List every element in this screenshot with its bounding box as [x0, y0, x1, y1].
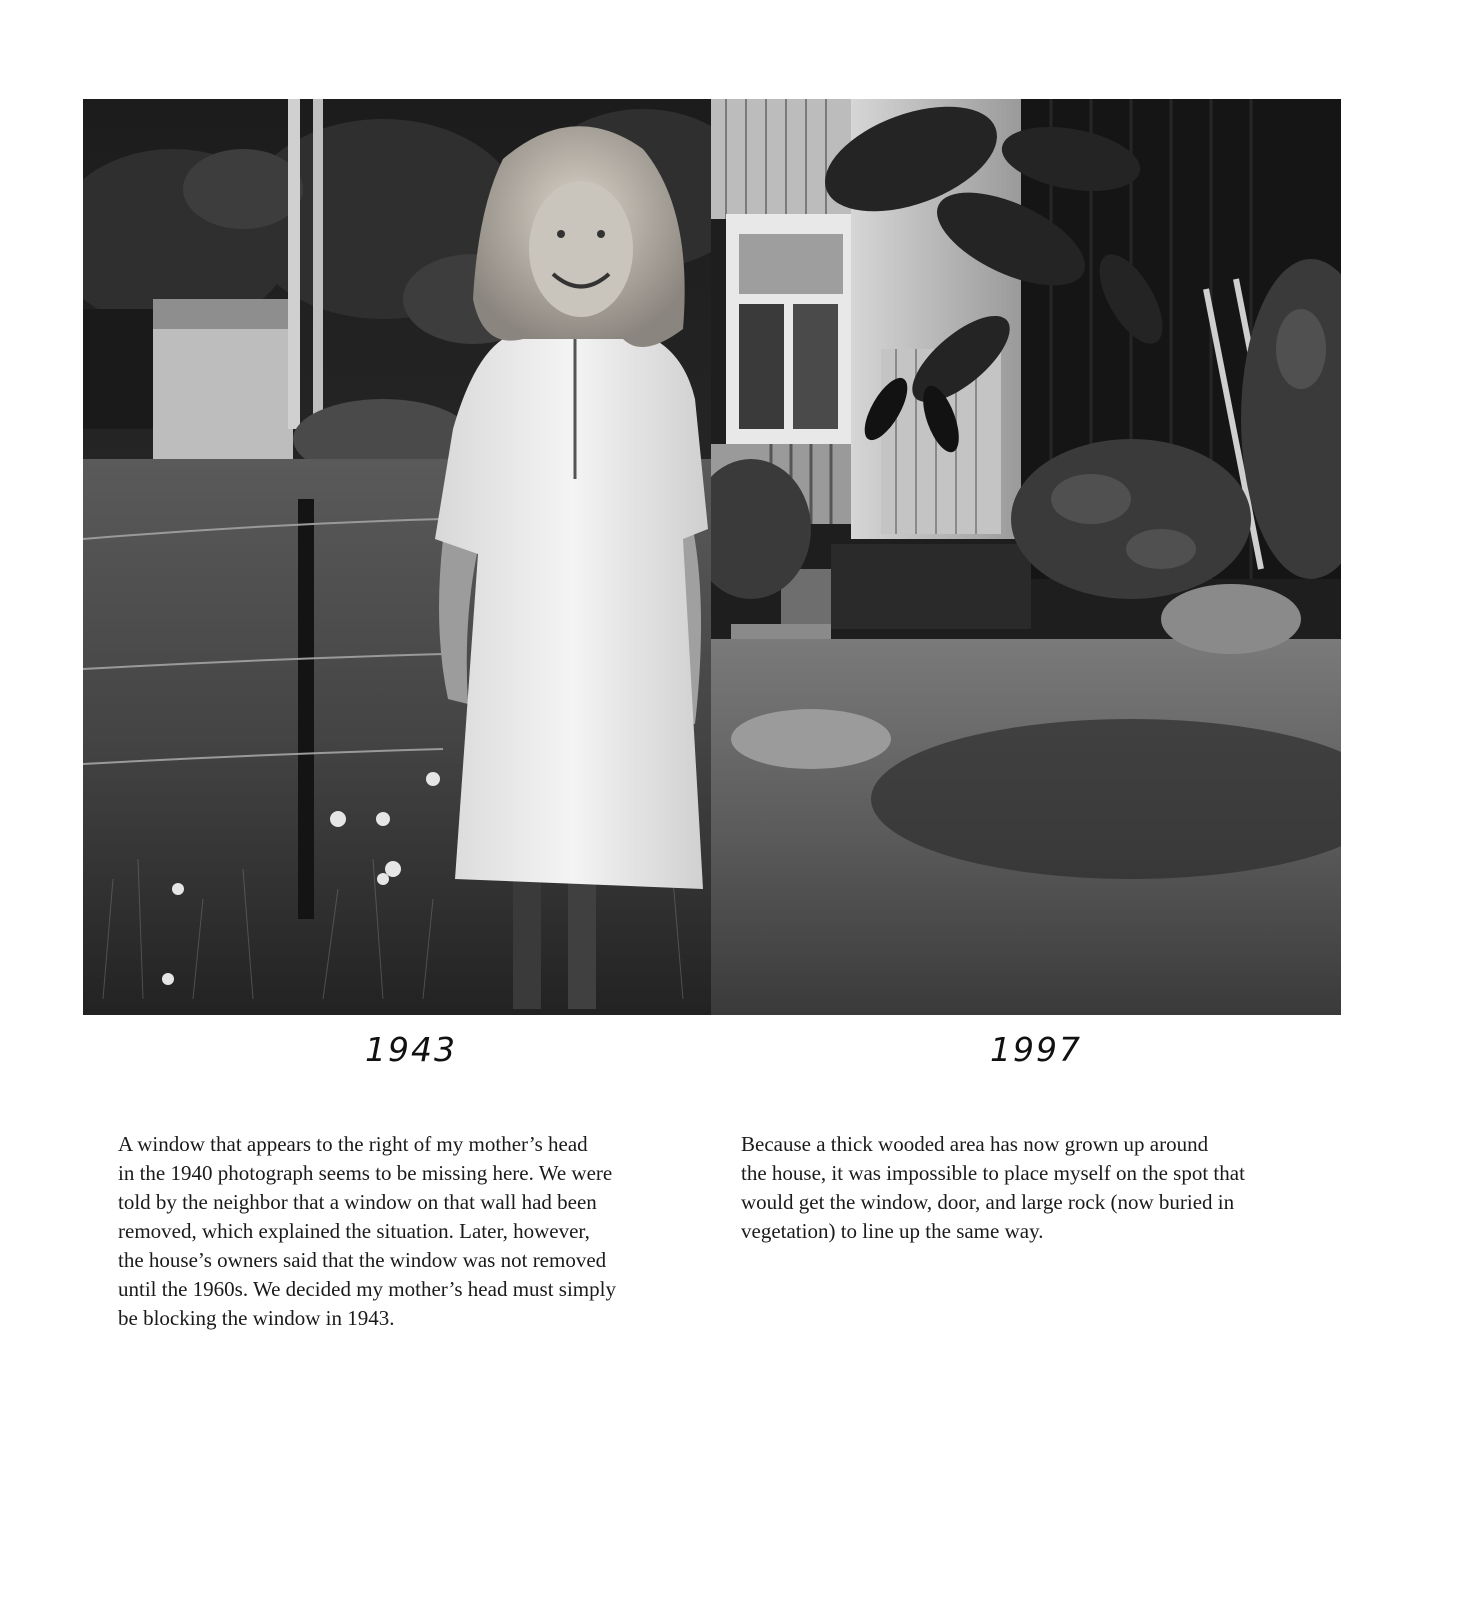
caption-line: vegetation) to line up the same way.	[741, 1219, 1044, 1243]
caption-line: in the 1940 photograph seems to be missing here. We were	[118, 1161, 613, 1185]
caption-line: the house, it was impossible to place myself on the spot that	[741, 1161, 1245, 1185]
year-label-1943: 1943	[365, 1030, 457, 1069]
caption-line: removed, which explained the situation. Later, however,	[118, 1219, 590, 1243]
caption-right	[741, 1130, 1311, 1246]
caption-line: Because a thick wooded area has now grown up around	[741, 1132, 1209, 1156]
photo-1943	[83, 99, 711, 1015]
photo-1943-image	[83, 99, 711, 1015]
caption-line: until the 1960s. We decided my mother’s head must simply	[118, 1277, 616, 1301]
caption-line: would get the window, door, and large rock (now buried in	[741, 1190, 1235, 1214]
photo-1997	[711, 99, 1341, 1015]
caption-line: be blocking the window in 1943.	[118, 1306, 395, 1330]
year-label-1997: 1997	[990, 1030, 1082, 1069]
caption-line: A window that appears to the right of my mother’s head	[118, 1132, 588, 1156]
caption-left	[118, 1130, 688, 1333]
caption-line: told by the neighbor that a window on that wall had been	[118, 1190, 597, 1214]
caption-line: the house’s owners said that the window was not removed	[118, 1248, 607, 1272]
photo-1997-image	[711, 99, 1341, 1015]
